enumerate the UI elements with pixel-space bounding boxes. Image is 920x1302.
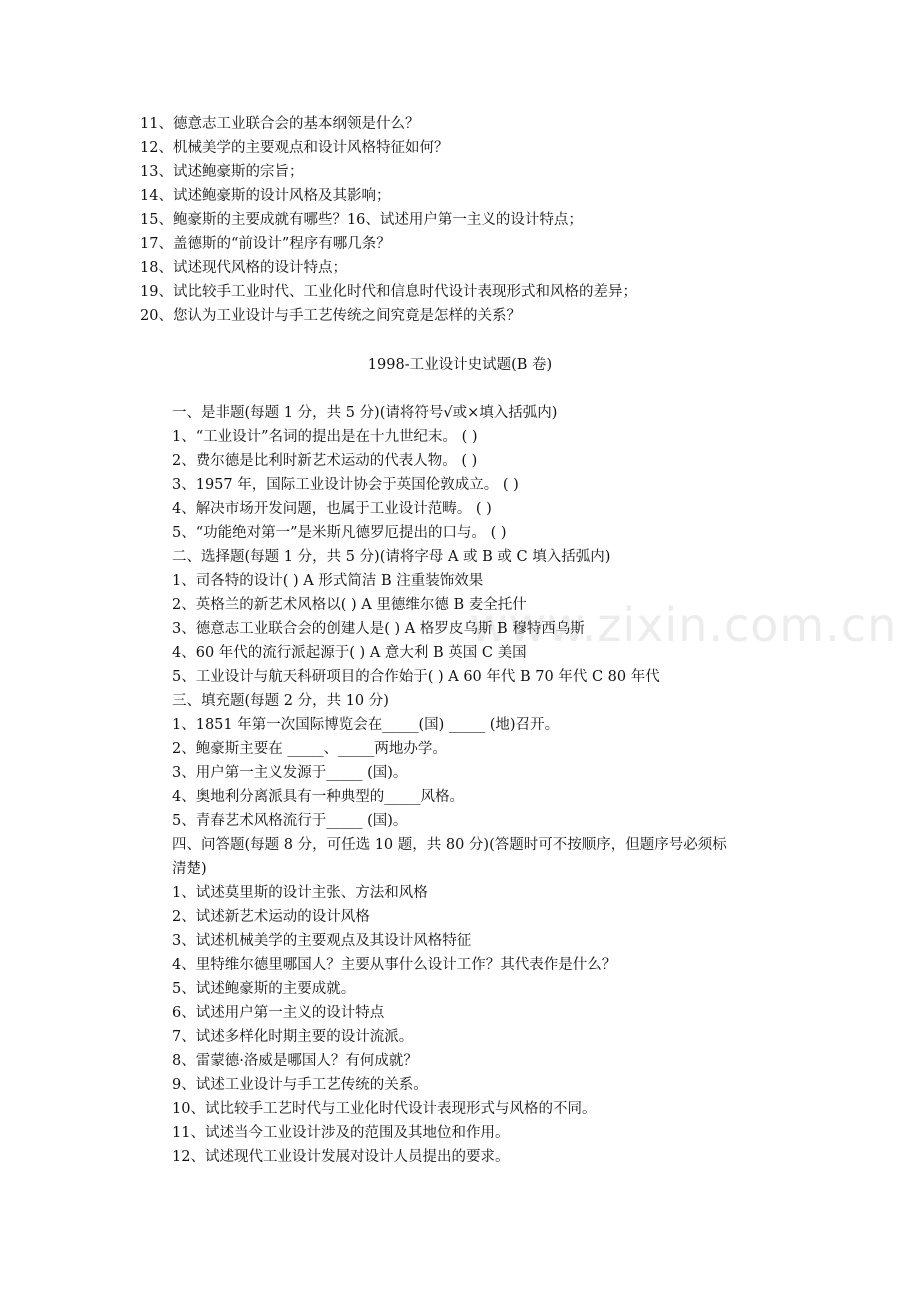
exam-title: 1998-工业设计史试题(B 卷): [367, 357, 553, 373]
section-item: 2、英格兰的新艺术风格以( ) A 里德维尔德 B 麦全托什: [172, 597, 527, 613]
section-item: 5、“功能绝对第一”是米斯凡德罗厄提出的口与。 ( ): [172, 525, 507, 541]
section-item: 3、1957 年，国际工业设计协会于英国伦敦成立。 ( ): [172, 477, 519, 493]
question-item: 18、试述现代风格的设计特点；: [140, 260, 347, 276]
section-item: 7、试述多样化时期主要的设计流派。: [172, 1029, 414, 1045]
question-item: 14、试述鲍豪斯的设计风格及其影响；: [140, 188, 391, 204]
section-item: 1、1851 年第一次国际博览会在_____(国) _____ (地)召开。: [172, 717, 560, 733]
section-item: 11、试述当今工业设计涉及的范围及其地位和作用。: [172, 1125, 510, 1141]
question-item: 17、盖德斯的“前设计”程序有哪几条？: [140, 236, 391, 252]
section-item: 8、雷蒙德·洛威是哪国人？有何成就？: [172, 1053, 418, 1069]
question-item: 12、机械美学的主要观点和设计风格特征如何？: [140, 140, 449, 156]
section-item: 4、里特维尔德里哪国人？主要从事什么设计工作？其代表作是什么？: [172, 957, 617, 973]
section-item: 9、试述工业设计与手工艺传统的关系。: [172, 1077, 428, 1093]
section-heading: 四、问答题(每题 8 分，可任选 10 题，共 80 分)(答题时可不按顺序，但题序号必须标: [172, 837, 727, 853]
question-item: 20、您认为工业设计与手工艺传统之间究竟是怎样的关系？: [140, 308, 521, 324]
section-item: 5、工业设计与航天科研项目的合作始于( ) A 60 年代 B 70 年代 C 80 年代: [172, 669, 660, 685]
section-item: 12、试述现代工业设计发展对设计人员提出的要求。: [172, 1149, 510, 1165]
section-item: 1、试述莫里斯的设计主张、方法和风格: [172, 885, 428, 901]
question-item: 19、试比较手工业时代、工业化时代和信息时代设计表现形式和风格的差异；: [140, 284, 637, 300]
section-item: 2、试述新艺术运动的设计风格: [172, 909, 370, 925]
section-item: 4、奥地利分离派具有一种典型的_____风格。: [172, 789, 464, 805]
section-heading-continued: 清楚): [172, 861, 207, 877]
section-item: 10、试比较手工艺时代与工业化时代设计表现形式与风格的不同。: [172, 1101, 597, 1117]
section-item: 2、鲍豪斯主要在 _____、_____两地办学。: [172, 741, 447, 757]
section-item: 4、60 年代的流行派起源于( ) A 意大利 B 英国 C 美国: [172, 645, 527, 661]
section-item: 4、解决市场开发问题，也属于工业设计范畴。 ( ): [172, 501, 492, 517]
section-heading: 三、填充题(每题 2 分，共 10 分): [172, 693, 389, 709]
question-item: 11、德意志工业联合会的基本纲领是什么？: [140, 116, 420, 132]
section-item: 3、用户第一主义发源于_____ (国)。: [172, 765, 408, 781]
question-item: 13、试述鲍豪斯的宗旨；: [140, 164, 304, 180]
section-item: 5、青春艺术风格流行于_____ (国)。: [172, 813, 408, 829]
watermark: www.zixin.com.cn: [470, 598, 898, 652]
section-item: 3、德意志工业联合会的创建人是( ) A 格罗皮乌斯 B 穆特西乌斯: [172, 621, 585, 637]
question-item: 15、鲍豪斯的主要成就有哪些？16、试述用户第一主义的设计特点；: [140, 212, 583, 228]
section-heading: 一、是非题(每题 1 分，共 5 分)(请将符号√或×填入括弧内): [172, 405, 558, 421]
section-item: 1、司各特的设计( ) A 形式简洁 B 注重装饰效果: [172, 573, 484, 589]
section-item: 1、“工业设计”名词的提出是在十九世纪末。 ( ): [172, 429, 478, 445]
section-heading: 二、选择题(每题 1 分，共 5 分)(请将字母 A 或 B 或 C 填入括弧内): [172, 549, 611, 565]
section-item: 2、费尔德是比利时新艺术运动的代表人物。 ( ): [172, 453, 478, 469]
section-item: 3、试述机械美学的主要观点及其设计风格特征: [172, 933, 472, 949]
section-item: 5、试述鲍豪斯的主要成就。: [172, 981, 356, 997]
section-item: 6、试述用户第一主义的设计特点: [172, 1005, 385, 1021]
